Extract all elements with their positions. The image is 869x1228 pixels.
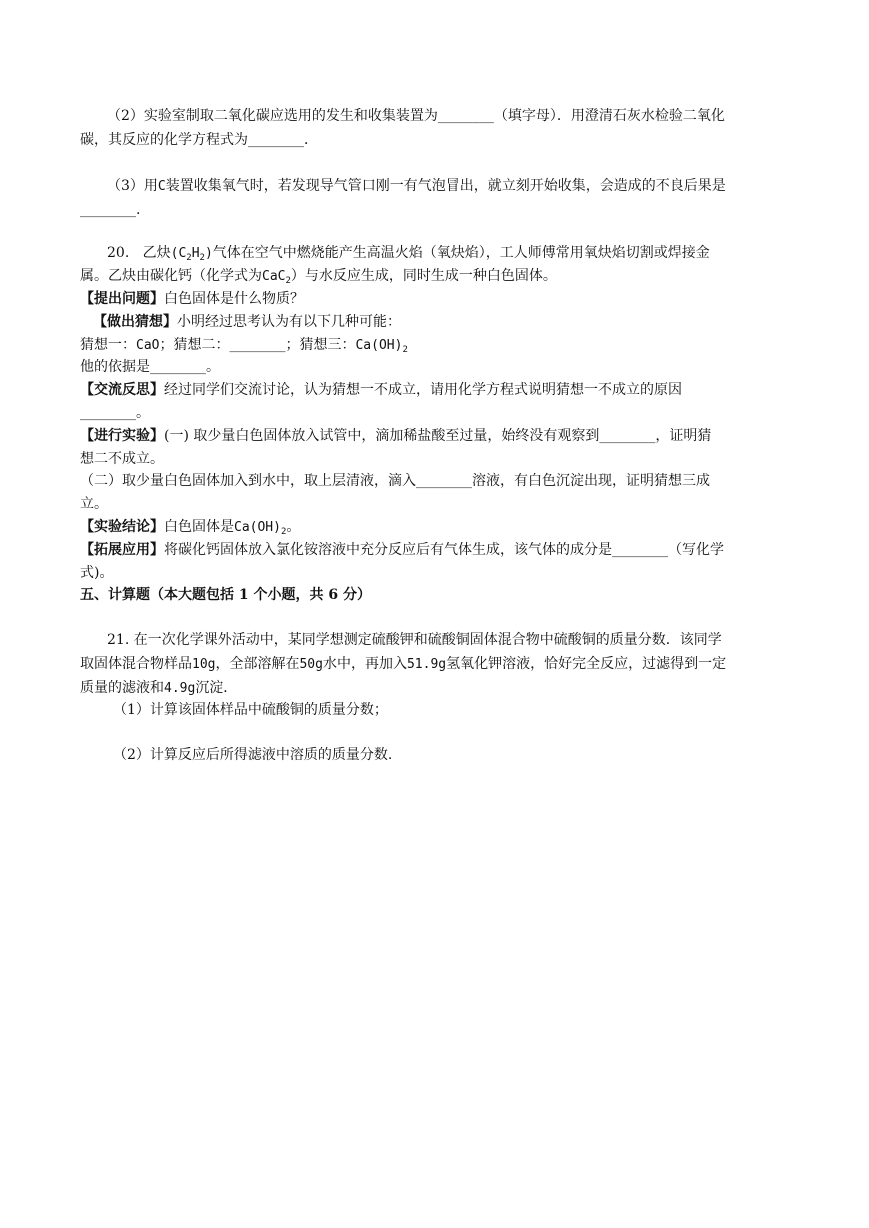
q21-line-3: 质量的滤液和4.9g沉淀．	[80, 680, 238, 696]
guess-line	[93, 312, 401, 332]
q3-line-1	[107, 176, 726, 197]
q21-sub-question-2: （2）计算反应后所得滤液中溶质的质量分数.	[113, 747, 393, 763]
section-five-heading: 五、计算题（本大题包括 1 个小题，共 6 分）	[80, 587, 371, 603]
experiment-line-1: 【进行实验】(一) 取少量白色固体放入试管中，滴加稀盐酸至过量，始终没有观察到________，证明猜	[80, 428, 712, 444]
basis-line: 他的依据是________。	[80, 359, 220, 375]
ask-text: 白色固体是什么物质？	[164, 291, 304, 307]
q21-line-1: 21. 在一次化学课外活动中，某同学想测定硫酸钾和硫酸铜固体混合物中硫酸铜的质量分数．该同学	[107, 632, 722, 648]
q20-text-a: 乙炔	[142, 245, 171, 261]
q3-post: 装置收集氧气时，若发现导气管口刚一有气泡冒出，就立刻开始收集，会造成的不良后果是	[165, 178, 726, 194]
q2-line-1: （2）实验室制取二氧化碳应选用的发生和收集装置为________（填字母）．用澄清石灰水检验二氧化	[107, 108, 725, 124]
ask-label: 【提出问题】	[80, 291, 164, 307]
cao-formula: CaO	[136, 338, 160, 353]
q2-line-2: 碳，其反应的化学方程式为________．	[80, 132, 318, 148]
experiment-line-3: （二）取少量白色固体加入到水中，取上层清液，滴入________溶液，有白色沉淀出现，证明猜想三成	[80, 473, 710, 489]
guesses-line: 猜想一：CaO；猜想二：________；猜想三：$Ca(OH)_2$	[80, 337, 408, 355]
q21-line-2: 取固体混合物样品10g，全部溶解在50g水中，再加入51.9g氢氧化钾溶液，恰好完全反应，过滤得到一定	[80, 656, 727, 672]
conclusion-line: 【实验结论】白色固体是$Ca(OH)_2$。	[80, 519, 301, 537]
reflect-blank: ________。	[80, 405, 150, 421]
reflect-line	[80, 380, 682, 400]
ask-question-line	[80, 289, 304, 309]
extension-label: 【拓展应用】	[80, 542, 164, 558]
q3-pre: （3）用	[107, 178, 158, 194]
guess-text: 小明经过思考认为有以下几种可能：	[177, 314, 401, 330]
acetylene-formula: $(C_2H_2)$	[170, 246, 213, 263]
guess-label: 【做出猜想】	[93, 314, 177, 330]
q20-line-1	[107, 243, 710, 268]
conclusion-formula: $Ca(OH)_2$	[234, 520, 287, 537]
q20-text-b: 气体在空气中燃烧能产生高温火焰（氧炔焰），工人师傅常用氧炔焰切割或焊接金	[212, 245, 710, 261]
q3-line-2: ________.	[80, 202, 141, 218]
q3-device-c: C	[157, 179, 166, 194]
experiment-line-4: 立。	[80, 496, 108, 512]
experiment-line-2: 想二不成立。	[80, 451, 164, 467]
q21-sub-question-1: （1）计算该固体样品中硫酸铜的质量分数；	[113, 702, 388, 718]
extension-line-2: 式)。	[80, 565, 114, 581]
q20-line-2: 属。乙炔由碳化钙（化学式为CaC$_2$）与水反应生成，同时生成一种白色固体。	[80, 268, 557, 286]
reflect-label: 【交流反思】	[80, 382, 164, 398]
experiment-label: 【进行实验】	[80, 428, 164, 444]
extension-line-1: 【拓展应用】将碳化钙固体放入氯化铵溶液中充分反应后有气体生成，该气体的成分是________（写化学	[80, 542, 724, 558]
q20-number: 20.	[107, 245, 130, 261]
conclusion-label: 【实验结论】	[80, 519, 164, 535]
reflect-text: 经过同学们交流讨论，认为猜想一不成立，请用化学方程式说明猜想一不成立的原因	[164, 382, 682, 398]
caoh2-formula: $Ca(OH)_2$	[355, 338, 408, 355]
cac2-formula: CaC$_2$	[262, 269, 291, 286]
